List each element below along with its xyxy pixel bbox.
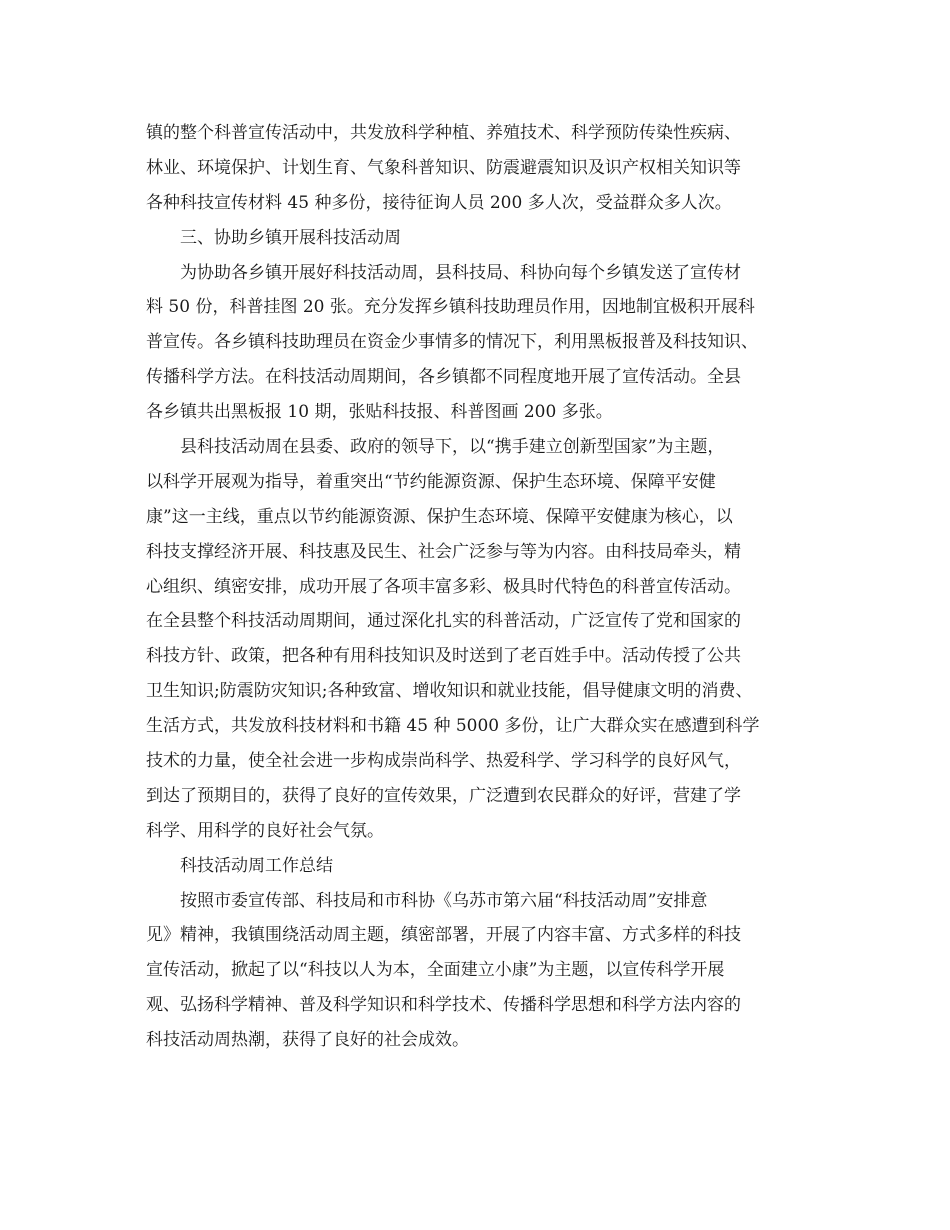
text-line: 各种科技宣传材料 45 种多份，接待征询人员 200 多人次，受益群众多人次。 [146, 192, 732, 213]
text-line: 为协助各乡镇开展好科技活动周，县科技局、科协向每个乡镇发送了宣传材 [180, 262, 741, 283]
text-line: 观、弘扬科学精神、普及科学知识和科学技术、传播科学思想和科学方法内容的 [146, 995, 741, 1016]
text-line: 三、协助乡镇开展科技活动周 [180, 227, 401, 248]
text-line: 传播科学方法。在科技活动周期间，各乡镇都不同程度地开展了宣传活动。全县 [146, 367, 741, 388]
text-line: 康”这一主线，重点以节约能源资源、保护生态环境、保障平安健康为核心，以 [146, 506, 733, 527]
text-line: 技术的力量，使全社会进一步构成崇尚科学、热爱科学、学习科学的良好风气， [146, 751, 741, 772]
text-line: 以科学开展观为指导，着重突出“节约能源资源、保护生态环境、保障平安健 [146, 471, 716, 492]
text-line: 县科技活动周在县委、政府的领导下，以“携手建立创新型国家”为主题， [180, 437, 725, 458]
text-line: 生活方式，共发放科技材料和书籍 45 种 5000 多份，让广大群众实在感遭到科学 [146, 716, 760, 737]
text-line: 普宣传。各乡镇科技助理员在资金少事情多的情况下，利用黑板报普及科技知识、 [146, 332, 758, 353]
text-line: 在全县整个科技活动周期间，通过深化扎实的科普活动，广泛宣传了党和国家的 [146, 611, 741, 632]
text-line: 科技活动周热潮，获得了良好的社会成效。 [146, 1030, 469, 1051]
text-line: 镇的整个科普宣传活动中，共发放科学种植、养殖技术、科学预防传染性疾病、 [146, 123, 741, 143]
text-line: 到达了预期目的，获得了良好的宣传效果，广泛遭到农民群众的好评，营建了学 [146, 785, 741, 806]
text-line: 见》精神，我镇围绕活动周主题，缜密部署，开展了内容丰富、方式多样的科技 [146, 925, 741, 946]
text-line: 卫生知识;防震防灾知识;各种致富、增收知识和就业技能，倡导健康文明的消费、 [146, 681, 753, 702]
text-line: 各乡镇共出黑板报 10 期，张贴科技报、科普图画 200 多张。 [146, 402, 613, 423]
text-line: 科学、用科学的良好社会气氛。 [146, 820, 384, 841]
text-line: 科技支撑经济开展、科技惠及民生、社会广泛参与等为内容。由科技局牵头，精 [146, 541, 741, 562]
text-line: 宣传活动，掀起了以“科技以人为本，全面建立小康”为主题，以宣传科学开展 [146, 960, 725, 981]
document-body [146, 116, 806, 1058]
text-line: 科技方针、政策，把各种有用科技知识及时送到了老百姓手中。活动传授了公共 [146, 646, 741, 667]
text-line: 心组织、缜密安排，成功开展了各项丰富多彩、极具时代特色的科普宣传活动。 [146, 576, 741, 597]
text-line: 科技活动周工作总结 [180, 855, 333, 876]
text-line: 林业、环境保护、计划生育、气象科普知识、防震避震知识及识产权相关知识等 [146, 157, 741, 178]
text-line: 料 50 份，科普挂图 20 张。充分发挥乡镇科技助理员作用，因地制宜极积开展科 [146, 297, 755, 318]
text-line: 按照市委宣传部、科技局和市科协《乌苏市第六届“科技活动周”安排意 [180, 890, 708, 911]
